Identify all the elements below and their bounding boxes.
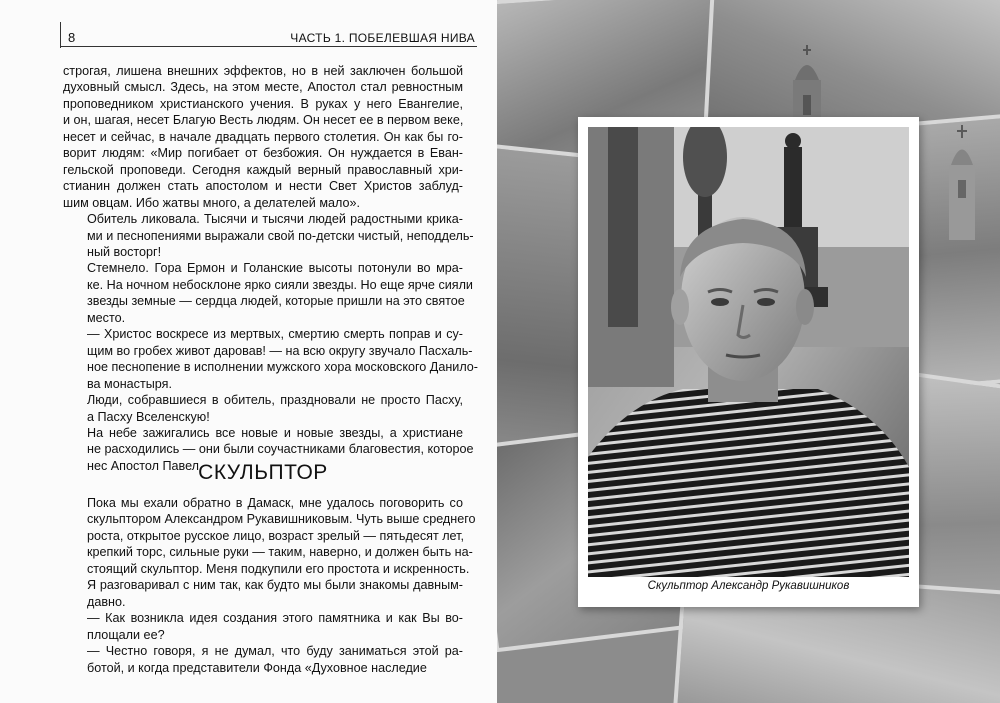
sculptor-portrait-image — [588, 127, 909, 577]
text-line: не расходились — они были соучастниками благовестия, которое — [87, 442, 474, 457]
paragraph — [63, 63, 463, 211]
text-line: ми и песнопениями выражали свой по-детски чистый, неподдель- — [87, 228, 474, 243]
paragraph — [63, 495, 476, 610]
text-line: Люди, собравшиеся в обитель, праздновали не просто Пасху, — [87, 393, 463, 408]
section-heading: СКУЛЬПТОР — [198, 461, 328, 484]
text-line: гельской проповеди. Сегодня каждый верный православный хри- — [63, 162, 463, 177]
text-line: ке. На ночном небосклоне ярко сияли звезды. Но еще ярче сияли — [87, 277, 473, 292]
text-line: звезды земные — сердца людей, которые пришли на это святое — [87, 294, 465, 309]
text-line: ботой, и когда представители Фонда «Духовное наследие — [87, 660, 427, 675]
text-line: — Честно говоря, я не думал, что буду заниматься этой ра- — [87, 644, 463, 659]
text-line: и он, шагая, несет Благую Весть людям. Он несет ее в первом веке, — [63, 113, 464, 128]
photo-caption: Скульптор Александр Рукавишников — [647, 580, 850, 592]
text-line: несет и сейчас, в начале двадцать первого столетия. Он как бы го- — [63, 129, 463, 144]
text-line: площали ее? — [87, 627, 165, 642]
paragraph — [63, 392, 463, 425]
paragraph — [63, 326, 479, 392]
text-line: стоящий скульптор. Меня подкупили его простота и искренность. — [87, 561, 470, 576]
text-line: нес Апостол Павел. — [87, 458, 203, 473]
paragraph — [63, 610, 463, 643]
paragraph — [63, 643, 463, 676]
text-line: а Пасху Вселенскую! — [87, 409, 210, 424]
text-line: Пока мы ехали обратно в Дамаск, мне удалось поговорить со — [87, 496, 463, 510]
right-page — [497, 0, 1000, 703]
text-line: крепкий торс, сильные руки — таким, наверно, и должен быть на- — [87, 545, 473, 560]
text-line: ное песнопение в исполнении мужского хора московского Данило- — [87, 360, 479, 375]
text-line: — Как возникла идея создания этого памятника и как Вы во- — [87, 611, 463, 626]
text-line: Обитель ликовала. Тысячи и тысячи людей радостными крика- — [87, 212, 463, 227]
text-line: духовный смысл. Здесь, на этом месте, Апостол стал ревностным — [63, 80, 463, 95]
text-line: строгая, лишена внешних эффектов, но в ней заключен большой — [63, 64, 463, 78]
header-rule — [60, 46, 477, 47]
body-text-part-1 — [63, 63, 479, 474]
text-line: ворит людям: «Мир погибает от безбожия. Он нуждается в Еван- — [63, 146, 463, 161]
page-number: 8 — [68, 30, 76, 45]
text-line: стианин должен стать апостолом и нести Свет Христов заблуд- — [63, 179, 463, 194]
text-line: ный восторг! — [87, 244, 162, 259]
text-line: Я разговаривал с ним так, как будто мы были знакомы давным- — [87, 578, 463, 593]
text-line: шим овцам. Ибо жатвы много, а делателей мало». — [63, 195, 360, 210]
text-line: скульптором Александром Рукавишниковым. Чуть выше среднего — [87, 512, 476, 527]
paragraph — [63, 260, 473, 326]
body-text-part-2 — [63, 495, 476, 676]
church-tower-icon — [937, 120, 987, 240]
text-line: роста, открытое русское лицо, возраст зрелый — пятьдесят лет, — [87, 528, 465, 543]
portrait-photo — [588, 127, 909, 577]
text-line: проповедником христианского учения. В руках у него Евангелие, — [63, 96, 463, 111]
text-line: — Христос воскресе из мертвых, смертию смерть поправ и су- — [87, 327, 463, 342]
running-head: ЧАСТЬ 1. ПОБЕЛЕВШАЯ НИВА — [290, 31, 475, 45]
text-line: щим во гробех живот даровав! — на всю округу звучало Пасхаль- — [87, 343, 473, 358]
text-line: ва монастыря. — [87, 376, 172, 391]
paragraph — [63, 211, 474, 260]
photo-frame — [578, 117, 919, 607]
left-page — [0, 0, 497, 703]
text-line: давно. — [87, 594, 126, 609]
text-line: место. — [87, 310, 126, 325]
text-line: На небе зажигались все новые и новые звезды, а христиане — [87, 425, 463, 440]
text-line: Стемнело. Гора Ермон и Голанские высоты потонули во мра- — [87, 261, 463, 276]
header-vertical-rule — [60, 22, 61, 48]
